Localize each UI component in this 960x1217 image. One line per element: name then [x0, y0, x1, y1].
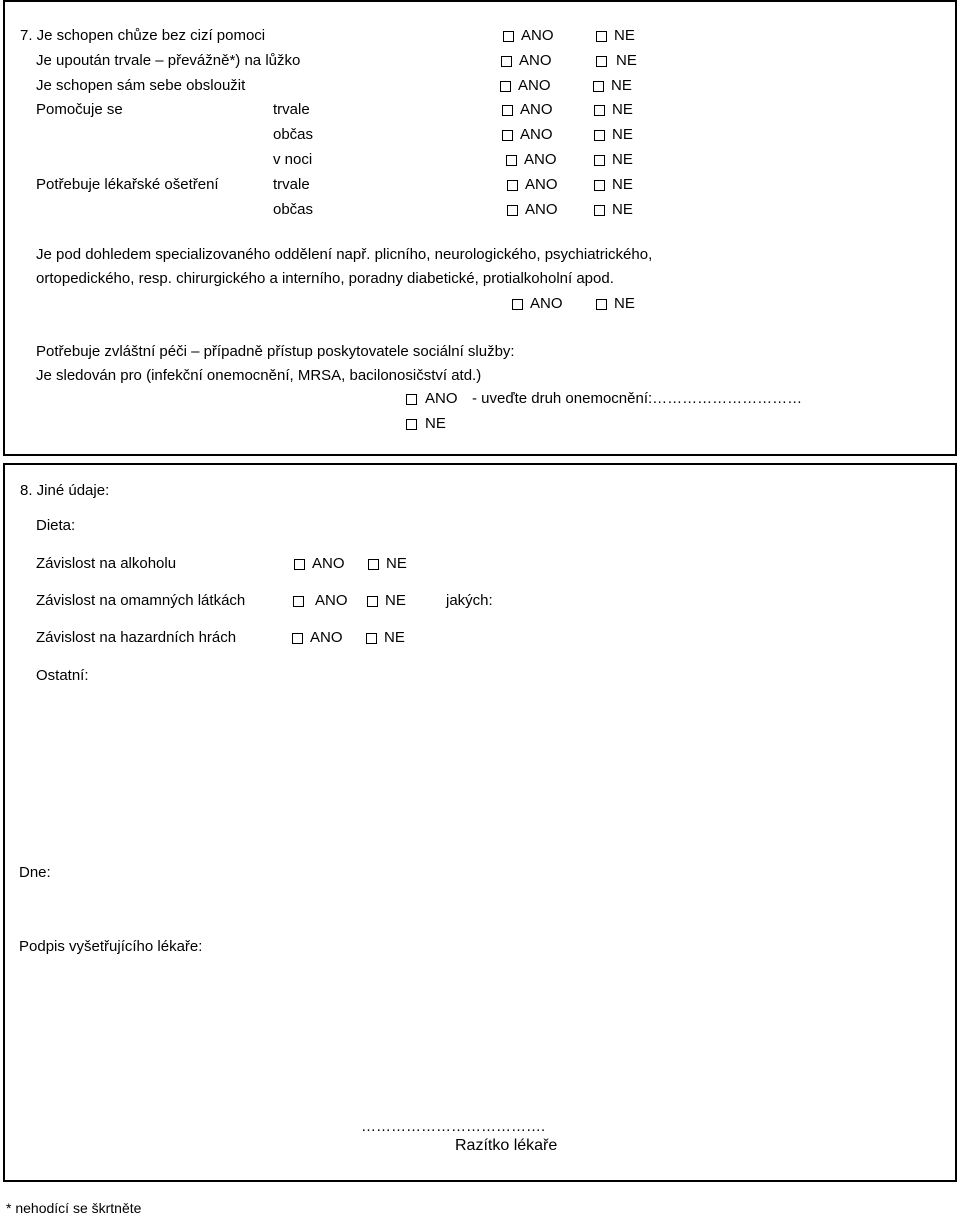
medical-trvale-ano-label: ANO — [525, 176, 558, 193]
medical-trvale-ano-checkbox[interactable] — [507, 180, 518, 191]
monitored-ne-label: NE — [425, 415, 446, 432]
helps-obcas-ne-label: NE — [612, 126, 633, 143]
alcohol-ano-checkbox[interactable] — [294, 559, 305, 570]
date-label: Dne: — [19, 864, 51, 881]
self-care-ne-checkbox[interactable] — [593, 81, 604, 92]
walk-ano-label: ANO — [521, 27, 554, 44]
monitored-ne-checkbox[interactable] — [406, 419, 417, 430]
signature-label: Podpis vyšetřujícího lékaře: — [19, 938, 203, 955]
question-bedridden: Je upoután trvale – převážně*) na lůžko — [36, 52, 301, 69]
supervision-ne-label: NE — [614, 295, 635, 312]
bedridden-ne-checkbox[interactable] — [596, 56, 607, 67]
alcohol-ne-checkbox[interactable] — [368, 559, 379, 570]
bedridden-ano-checkbox[interactable] — [501, 56, 512, 67]
supervision-ne-checkbox[interactable] — [596, 299, 607, 310]
drugs-label: Závislost na omamných látkách — [36, 592, 246, 609]
medical-trvale-ne-label: NE — [612, 176, 633, 193]
gambling-label: Závislost na hazardních hrách — [36, 629, 237, 646]
question-self-care: Je schopen sám sebe obsloužit — [36, 77, 246, 94]
medical-obcas-ano-checkbox[interactable] — [507, 205, 518, 216]
special-care-text: Potřebuje zvláštní péči – případně přístup poskytovatele sociální služby: — [36, 343, 515, 360]
question-helps: Pomočuje se — [36, 101, 123, 118]
helps-trvale-ne-label: NE — [612, 101, 633, 118]
stamp-dotted-line: ………………………………. — [361, 1118, 546, 1135]
monitored-ano-checkbox[interactable] — [406, 394, 417, 405]
drugs-ne-checkbox[interactable] — [367, 596, 378, 607]
diet-label: Dieta: — [36, 517, 76, 534]
gambling-ano-checkbox[interactable] — [292, 633, 303, 644]
self-care-ne-label: NE — [611, 77, 632, 94]
section-8-title: 8. Jiné údaje: — [20, 482, 110, 499]
other-label: Ostatní: — [36, 667, 89, 684]
walk-ne-label: NE — [614, 27, 635, 44]
medical-trvale-label: trvale — [273, 176, 310, 193]
bedridden-ano-label: ANO — [519, 52, 552, 69]
self-care-ano-checkbox[interactable] — [500, 81, 511, 92]
supervision-text-line1: Je pod dohledem specializovaného oddělení např. plicního, neurologického, psychiatrického, — [36, 246, 653, 263]
helps-v-noci-ne-label: NE — [612, 151, 633, 168]
helps-obcas-ano-checkbox[interactable] — [502, 130, 513, 141]
medical-obcas-ano-label: ANO — [525, 201, 558, 218]
section-7-title: 7. Je schopen chůze bez cizí pomoci — [20, 27, 266, 44]
supervision-ano-checkbox[interactable] — [512, 299, 523, 310]
disease-type-prompt: - uveďte druh onemocnění:………………………… — [472, 390, 803, 407]
helps-v-noci-ano-label: ANO — [524, 151, 557, 168]
monitored-text: Je sledován pro (infekční onemocnění, MRSA, bacilonosičství atd.) — [36, 367, 482, 384]
supervision-ano-label: ANO — [530, 295, 563, 312]
helps-obcas-label: občas — [273, 126, 314, 143]
helps-trvale-ano-label: ANO — [520, 101, 553, 118]
drugs-ano-checkbox[interactable] — [293, 596, 304, 607]
self-care-ano-label: ANO — [518, 77, 551, 94]
alcohol-ne-label: NE — [386, 555, 407, 572]
drugs-ano-label: ANO — [315, 592, 348, 609]
gambling-ne-label: NE — [384, 629, 405, 646]
helps-v-noci-label: v noci — [273, 151, 313, 168]
gambling-ano-label: ANO — [310, 629, 343, 646]
medical-obcas-ne-checkbox[interactable] — [594, 205, 605, 216]
bedridden-ne-label: NE — [616, 52, 637, 69]
drugs-ne-label: NE — [385, 592, 406, 609]
medical-obcas-label: občas — [273, 201, 314, 218]
helps-trvale-ne-checkbox[interactable] — [594, 105, 605, 116]
question-medical-treatment: Potřebuje lékařské ošetření — [36, 176, 219, 193]
gambling-ne-checkbox[interactable] — [366, 633, 377, 644]
medical-obcas-ne-label: NE — [612, 201, 633, 218]
supervision-text-line2: ortopedického, resp. chirurgického a interního, poradny diabetické, protialkoholní apod. — [36, 270, 614, 287]
helps-trvale-ano-checkbox[interactable] — [502, 105, 513, 116]
helps-trvale-label: trvale — [273, 101, 310, 118]
walk-ano-checkbox[interactable] — [503, 31, 514, 42]
alcohol-label: Závislost na alkoholu — [36, 555, 177, 572]
footnote: * nehodící se škrtněte — [6, 1200, 142, 1216]
helps-obcas-ne-checkbox[interactable] — [594, 130, 605, 141]
monitored-ano-label: ANO — [425, 390, 458, 407]
medical-trvale-ne-checkbox[interactable] — [594, 180, 605, 191]
alcohol-ano-label: ANO — [312, 555, 345, 572]
helps-v-noci-ano-checkbox[interactable] — [506, 155, 517, 166]
drugs-which-label: jakých: — [446, 592, 493, 609]
helps-v-noci-ne-checkbox[interactable] — [594, 155, 605, 166]
helps-obcas-ano-label: ANO — [520, 126, 553, 143]
walk-ne-checkbox[interactable] — [596, 31, 607, 42]
stamp-label: Razítko lékaře — [455, 1137, 558, 1154]
